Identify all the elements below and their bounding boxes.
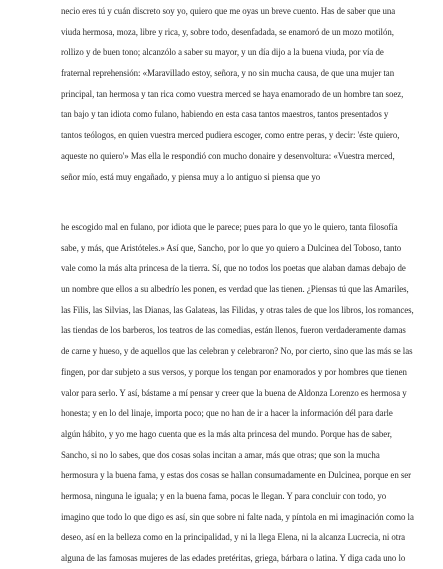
text-line: imagino que todo lo que digo es así, sin que sobre ni falte nada, y píntola en mi imaginación como la bbox=[61, 511, 414, 522]
text-line: un nombre que ellos a su albedrío les ponen, es verdad que las tienen. ¿Piensas tú que las Amariles, bbox=[61, 284, 409, 295]
text-line: las Filis, las Silvias, las Dianas, las Galateas, las Filidas, y otras tales de que los libros, los romances, bbox=[61, 304, 414, 315]
text-line: alguna de las famosas mujeres de las edades pretéritas, griega, bárbara o latina. Y diga cada uno lo bbox=[61, 553, 406, 563]
text-line: sabe, y más, que Aristóteles.» Así que, Sancho, por lo que yo quiero a Dulcinea del Toboso, tanto bbox=[61, 242, 402, 253]
text-line: viuda hermosa, moza, libre y rica, y, sobre todo, desenfadada, se enamoró de un mozo motilón, bbox=[61, 26, 394, 37]
text-line: rollizo y de buen tono; alcanzólo a saber su mayor, y un día dijo a la buena viuda, por vía de bbox=[61, 47, 384, 58]
text-line: fingen, por dar subjeto a sus versos, y porque los tengan por enamorados y por hombres que tienen bbox=[61, 366, 407, 377]
text-line: he escogido mal en fulano, por idiota que le parece; pues para lo que yo le quiero, tanta filosofía bbox=[61, 222, 398, 232]
text-block-top bbox=[61, 1, 441, 187]
text-line: fraternal reprehensión: «Maravillado estoy, señora, y no sin mucha causa, de que una mujer tan bbox=[61, 68, 395, 79]
text-line: tan bajo y tan idiota como fulano, habiendo en esta casa tantos maestros, tantos presentados y bbox=[61, 109, 389, 120]
text-line: de carne y hueso, y de aquellos que las celebran y celebraron? No, por cierto, sino que las más se las bbox=[61, 346, 413, 357]
text-line: hermosa, ninguna le iguala; y en la buena fama, pocas le llegan. Y para concluir con todo, yo bbox=[61, 490, 387, 501]
text-line: aqueste no quiero'» Mas ella le respondió con mucho donaire y desenvoltura: «Vuestra merced, bbox=[61, 150, 395, 161]
text-line: honesta; y en lo del linaje, importa poco; que no han de ir a hacer la información dél para darle bbox=[61, 408, 393, 419]
text-line: las tiendas de los barberos, los teatros de las comedias, están llenos, fueron verdaderamente damas bbox=[61, 325, 406, 336]
text-line: valor para serlo. Y así, bástame a mí pensar y creer que la buena de Aldonza Lorenzo es hermosa y bbox=[61, 387, 407, 398]
text-line: Sancho, si no lo sabes, que dos cosas solas incitan a amar, más que otras; que son la mucha bbox=[61, 449, 380, 460]
text-line: algún hábito, y yo me hago cuenta que es la más alta princesa del mundo. Porque has de saber, bbox=[61, 428, 392, 439]
text-block-bottom bbox=[61, 217, 441, 569]
text-line: principal, tan hermosa y tan rica como vuestra merced se haya enamorado de un hombre tan soez, bbox=[61, 88, 404, 99]
text-line: vale como la más alta princesa de la tierra. Sí, que no todos los poetas que alaban damas debajo de bbox=[61, 263, 406, 274]
text-line: deseo, así en la belleza como en la principalidad, y ni la llega Elena, ni la alcanza Lucrecia, ni otra bbox=[61, 532, 406, 543]
text-line: necio eres tú y cuán discreto soy yo, quiero que me oyas un breve cuento. Has de saber que una bbox=[61, 6, 396, 16]
text-line: tantos teólogos, en quien vuestra merced pudiera escoger, como entre peras, y decir: 'éste quiero, bbox=[61, 130, 400, 141]
text-line: hermosura y la buena fama, y estas dos cosas se hallan consumadamente en Dulcinea, porque en ser bbox=[61, 470, 412, 481]
text-line: señor mío, está muy engañado, y piensa muy a lo antiguo si piensa que yo bbox=[61, 171, 321, 182]
